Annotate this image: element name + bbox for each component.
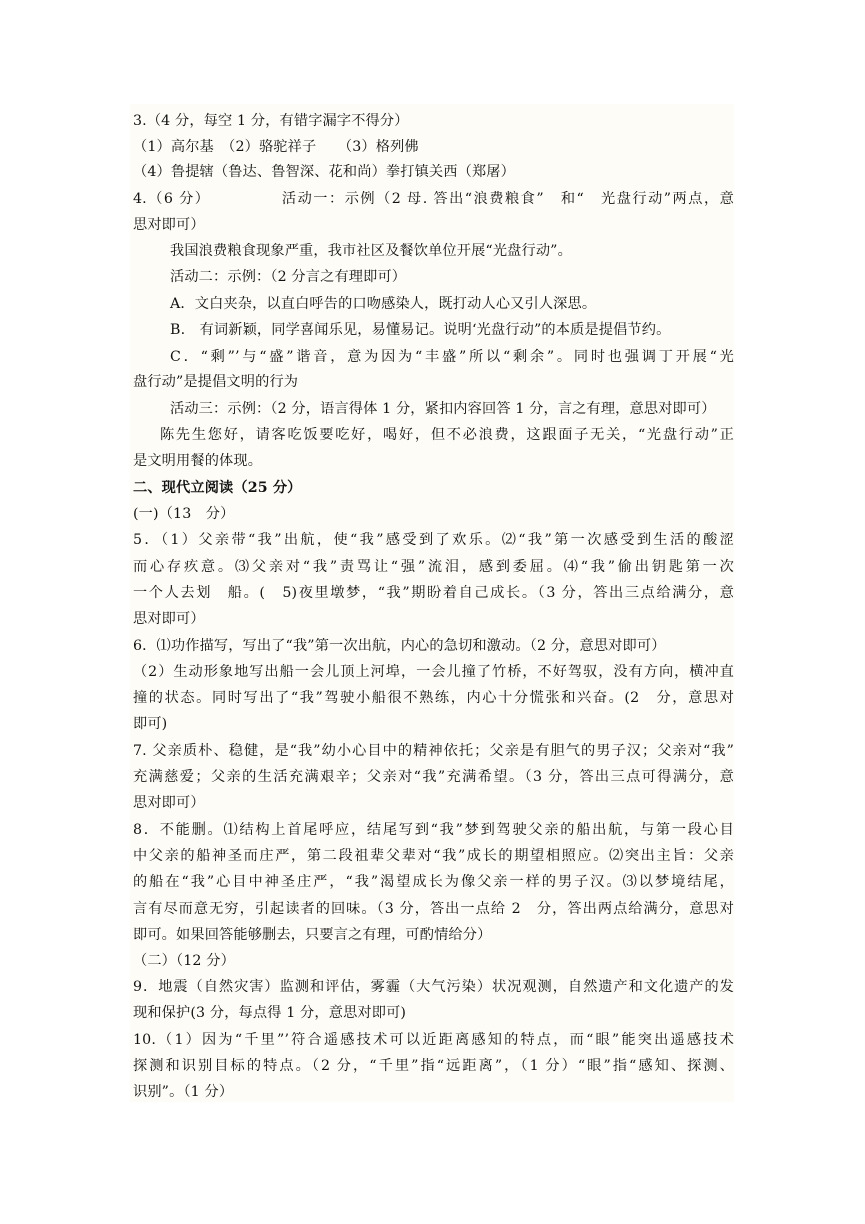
q5-line2: 而心存疚意。⑶父亲对“我”责骂让“强”流泪，感到委屈。⑷“我”偷出钥匙第一次 [133,559,734,575]
q4-activity2-c-cont: 盘行动”是提倡文明的行为 [133,374,299,390]
q4-header-cont: 思对即可） [133,217,205,233]
q4-activity2-b: B. 有词新颖，同学喜闻乐见，易懂易记。说明‘光盘行动”的本质是提倡节约。 [170,322,671,338]
q3-answers-1-3: （1）高尔基 （2）骆驼祥子 （3）格列佛 [133,139,419,155]
q7-line2: 充满慈爱；父亲的生活充满艰辛；父亲对“我”充满希望。（3 分，答出三点可得满分，意 [133,769,734,785]
q9-line2: 现和保护(3 分，每点得 1 分，意思对即可) [133,1005,407,1021]
q4-activity2-a: A．文白夹杂，以直白呼告的口吻感染人，既打动人心又引人深思。 [170,296,597,312]
part-one-heading: (一)（13 分） [133,506,235,522]
q10-line1: 10.（1）因为“千里”’符合遥感技术可以近距离感知的特点，而“眼”能突出遥感技术 [133,1032,734,1048]
q10-line3: 识别”。（1 分） [133,1084,234,1100]
q5-line4: 思对即可） [133,611,205,627]
q4-activity3-header: 活动三：示例：（2 分，语言得体 1 分，紧扣内容回答 1 分，言之有理，意思对即可） [170,401,716,417]
q4-activity2-c: C．“剩”’与“盛”谐音，意为因为“丰盛”所以“剩余”。同时也强调丁开展“光 [170,349,734,365]
q6-line4: 即可) [133,716,168,732]
q8-line1: 8．不能删。⑴结构上首尾呼应，结尾写到“我”梦到驾驶父亲的船出航，与第一段心目 [133,822,734,838]
q8-line4: 言有尽而意无穷，引起读者的回味。（3 分，答出一点给 2 分，答出两点给满分，意思对 [133,901,734,917]
q8-line5: 即可。如果回答能够删去，只要言之有理，可酌情给分） [133,927,492,943]
q4-activity3-text-cont: 是文明用餐的体现。 [133,453,263,469]
q4-header: 4.（6 分） 活动一：示例（2 母. 答出“浪费粮食” 和“ 光盘行动”两点，意 [133,191,734,207]
q5-line3: 一个人去划 船。( 5)夜里墩梦，“我”期盼着自己成长。（3 分，答出三点给满分，意 [133,585,734,601]
q4-activity3-text: 陈先生您好，请客吃饭要吃好，喝好，但不必浪费，这跟面子无关，“光盘行动”正 [160,427,734,443]
q3-answer-4: （4）鲁提辖（鲁达、鲁智深、花和尚）拳打镇关西（郑屠） [133,164,515,180]
q10-line2: 探测和识别目标的特点。（2 分，“千里”指“远距离”，（1 分）“眼”指“感知、探测、 [133,1058,734,1074]
q4-activity1-text: 我国浪费粮食现象严重，我市社区及餐饮单位开展“光盘行动”。 [170,243,572,259]
q8-line3: 的船在“我”心目中神圣庄严，“我”渴望成长为像父亲一样的男子汉。⑶以梦境结尾， [133,874,734,890]
q5-line1: 5．（1）父亲带“我”出航，使“我”感受到了欢乐。⑵“我”第一次感受到生活的酸涩 [133,532,734,548]
q9-line1: 9．地震（自然灾害）监测和评估，雾霾（大气污染）状况观测，自然遗产和文化遗产的发 [133,979,734,995]
q8-line2: 中父亲的船神圣而庄严，第二段祖辈父辈对“我”成长的期望相照应。⑵突出主旨：父亲 [133,848,734,864]
q4-activity2-header: 活动二：示例：（2 分言之有理即可） [170,269,407,285]
q7-line1: 7. 父亲质朴、稳健，是“我”幼小心目中的精神依托；父亲是有胆气的男子汉；父亲对“我” [133,743,734,759]
q3-header: 3.（4 分，每空 1 分，有错字漏字不得分） [133,113,409,129]
q6-line2: （2）生动形象地写出船一会儿顶上河埠，一会儿撞了竹桥，不好驾驭，没有方向，横冲直 [133,664,734,680]
section-modern-reading-heading: 二、现代立阅读（25 分） [133,480,302,496]
q6-line3: 撞的状态。同时写出了“我”驾驶小船很不熟练，内心十分慌张和兴奋。(2 分，意思对 [133,690,734,706]
q6-line1: 6．⑴功作描写，写出了“我”第一次出航，内心的急切和激动。（2 分，意思对即可） [133,638,666,654]
q7-line3: 思对即可） [133,795,205,811]
part-two-heading: （二）（12 分） [133,953,235,969]
